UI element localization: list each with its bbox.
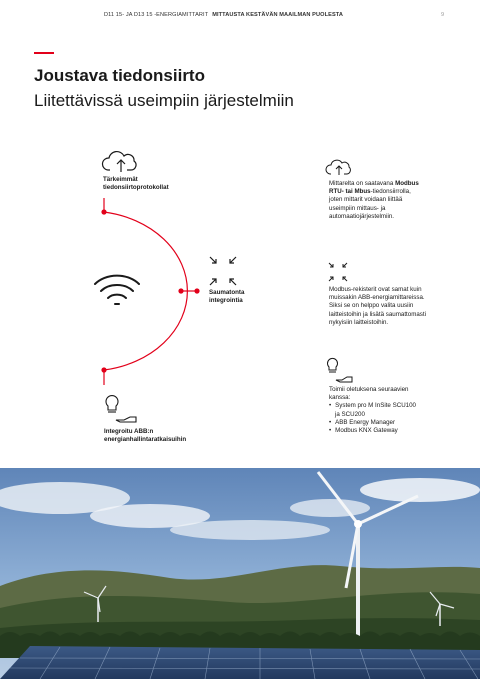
detail-block-registers — [329, 286, 469, 327]
protocols-label — [103, 176, 169, 192]
abb-label — [104, 428, 186, 444]
detail1-line5: useimpiin mittaus- ja — [329, 204, 386, 212]
detail1-line3: -tiedonsiirrolla, — [370, 188, 411, 196]
diagram-dot-bottom — [101, 367, 106, 372]
wifi-icon — [95, 276, 139, 304]
compat-list — [329, 402, 469, 435]
detail1-line2: RTU- tai — [329, 188, 353, 196]
lightbulb-hand-icon-right — [327, 358, 352, 382]
lightbulb-hand-icon — [106, 396, 136, 422]
abb-label-line2: energianhallintaratkaisuihin — [104, 436, 187, 443]
page-subtitle: Liitettävissä useimpiin järjestelmiin — [34, 91, 294, 110]
compat-item-text-cont: ja SCU200 — [335, 410, 365, 418]
landscape-illustration — [0, 468, 480, 679]
compat-item-text: System pro M InSite SCU100 — [335, 402, 416, 410]
cloud-upload-icon — [102, 152, 136, 172]
protocols-label-line2: tiedonsiirtoprotokollat — [103, 184, 169, 191]
arrows-in-icon — [210, 257, 236, 285]
detail3-intro2: kanssa: — [329, 394, 351, 402]
detail1-bold-modbus: Modbus — [395, 180, 419, 187]
integration-label-line1: Saumatonta — [209, 289, 245, 296]
detail2-line3: Siksi se on helppo valita uusiin — [329, 302, 414, 310]
integration-label-line2: integrointia — [209, 297, 243, 304]
diagram-dot-end — [194, 288, 199, 293]
detail1-bold-rtu — [329, 188, 371, 195]
breadcrumb-section: MITTAUSTA KESTÄVÄN MAAILMAN PUOLESTA — [212, 12, 344, 18]
compat-item — [335, 427, 469, 435]
breadcrumb-prefix: D11 15- JA D13 15 -ENERGIAMITTARIT — [104, 12, 209, 18]
cloud-upload-icon-right — [326, 160, 350, 175]
detail2-line1: Modbus-rekisterit ovat samat kuin — [329, 286, 422, 293]
detail1-line6: automaatiojärjestelmiin. — [329, 212, 394, 220]
compat-item — [335, 419, 469, 427]
protocols-label-line1: Tärkeimmät — [103, 176, 138, 183]
detail-block-modbus — [329, 180, 469, 221]
detail2-line5: nykyisiin laitteistoihin. — [329, 318, 389, 326]
integration-label — [209, 289, 244, 305]
detail3-intro1: Toimii oletuksena seuraavien — [329, 386, 409, 393]
detail-block-compat — [329, 386, 469, 435]
page-title: Joustava tiedonsiirto — [34, 66, 205, 85]
compat-item — [335, 402, 469, 418]
diagram-arc — [104, 212, 187, 370]
compat-item-text: Modbus KNX Gateway — [335, 427, 398, 435]
abb-label-line1: Integroitu ABB:n — [104, 428, 154, 435]
compat-item-text: ABB Energy Manager — [335, 418, 396, 426]
landscape-photo — [0, 468, 480, 679]
detail1-bold-mbus: Mbus — [354, 188, 371, 196]
detail1-line1: Mittarelta on saatavana — [329, 180, 394, 187]
arrows-in-icon-right — [329, 263, 347, 281]
diagram-dot-top — [101, 209, 106, 214]
detail2-line4: laitteistoihin ja lisätä saumattomasti — [329, 310, 426, 318]
page-number: 9 — [441, 12, 445, 18]
detail1-line4: joten mittarit voidaan liittää — [329, 196, 403, 204]
detail2-line2: muissakin ABB-energiamittareissa. — [329, 294, 425, 302]
